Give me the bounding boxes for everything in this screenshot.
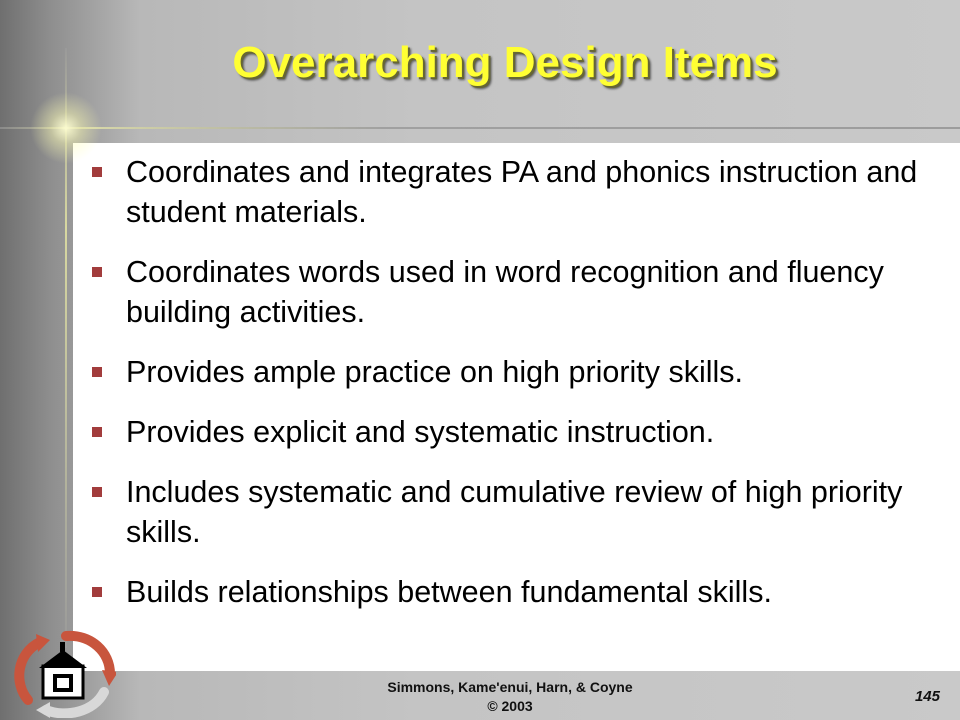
bullet-text: Coordinates and integrates PA and phonics instruction and student materials. — [126, 155, 918, 229]
bullet-text: Provides ample practice on high priority skills. — [126, 355, 744, 389]
bullet-list — [92, 152, 942, 632]
bullet-item — [92, 472, 942, 552]
square-bullet-icon — [92, 367, 102, 377]
slide-title: Overarching Design Items — [232, 38, 778, 87]
bullet-text: Coordinates words used in word recognition and fluency building activities. — [126, 255, 884, 329]
bullet-item — [92, 252, 942, 332]
footer-authors: Simmons, Kame'enui, Harn, & Coyne — [387, 679, 633, 695]
decorative-horizontal-line — [0, 127, 960, 129]
page-number: 145 — [914, 688, 940, 705]
bullet-item — [92, 572, 942, 612]
footer-copyright: © 2003 — [487, 698, 533, 714]
bullet-item — [92, 152, 942, 232]
square-bullet-icon — [92, 587, 102, 597]
square-bullet-icon — [92, 487, 102, 497]
bullet-text: Builds relationships between fundamental skills. — [126, 575, 772, 609]
bullet-item — [92, 412, 942, 452]
square-bullet-icon — [92, 267, 102, 277]
bullet-text: Includes systematic and cumulative review of high priority skills. — [126, 475, 903, 549]
square-bullet-icon — [92, 167, 102, 177]
footer-citation — [300, 678, 720, 716]
bullet-text: Provides explicit and systematic instruction. — [126, 415, 715, 449]
bullet-item — [92, 352, 942, 392]
schoolhouse-cycle-logo-icon[interactable] — [6, 630, 116, 718]
square-bullet-icon — [92, 427, 102, 437]
